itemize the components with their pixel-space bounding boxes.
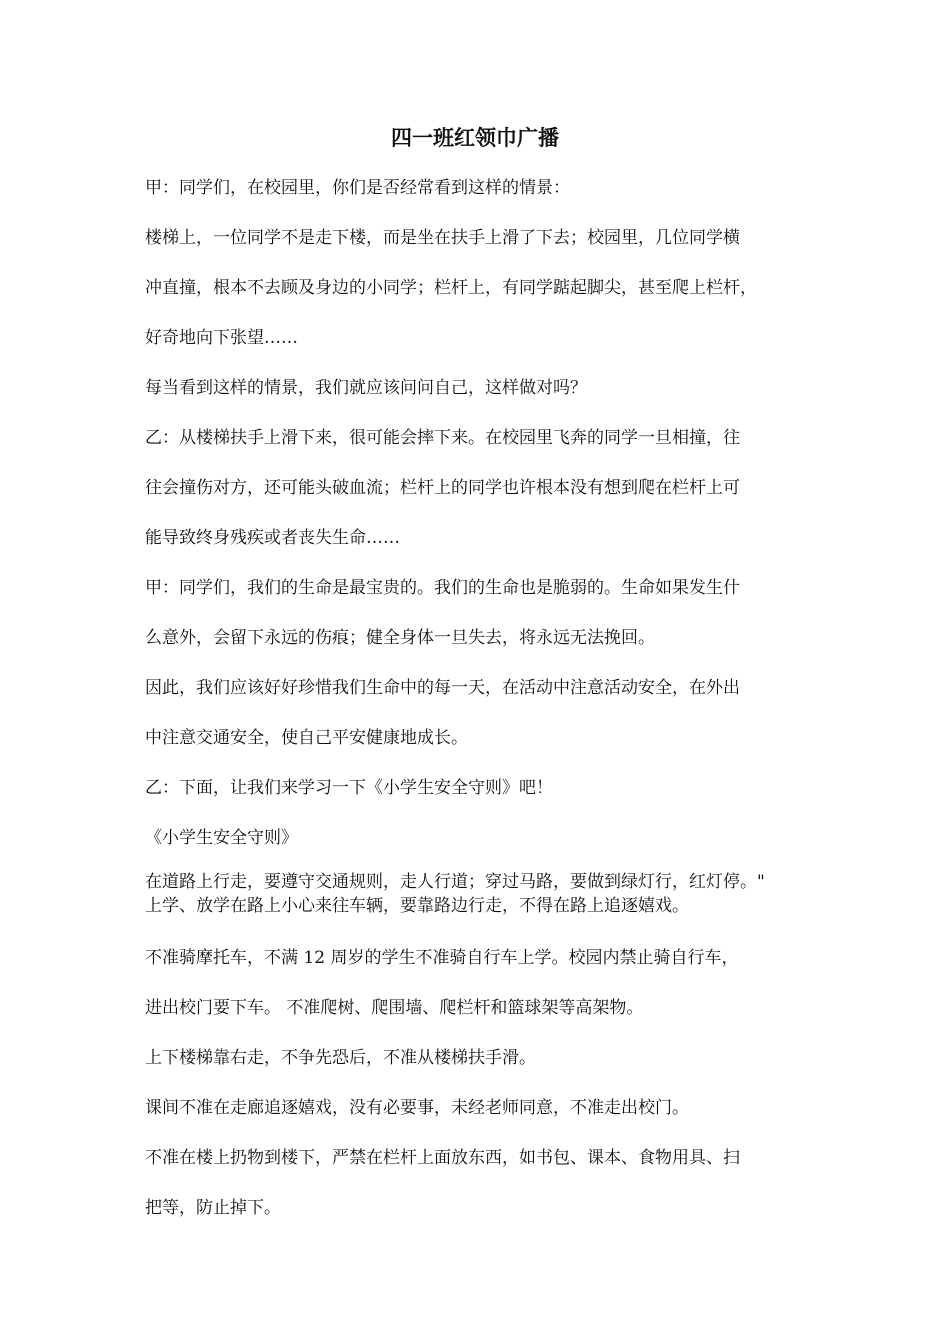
text-line: 甲：同学们，我们的生命是最宝贵的。我们的生命也是脆弱的。生命如果发生什 (145, 578, 740, 598)
paragraph-intro-question (145, 163, 815, 213)
text-line: 上下楼梯靠右走，不争先恐后，不准从楼梯扶手滑。 (145, 1048, 536, 1068)
paragraph-learn-rules (145, 763, 815, 813)
paragraph-bicycle-rules (145, 933, 815, 1033)
paragraph-life-precious (145, 563, 815, 663)
paragraph-stairs-rules (145, 1033, 815, 1083)
text-line: 么意外，会留下永远的伤痕；健全身体一旦失去，将永远无法挽回。 (145, 628, 655, 648)
text-line: 课间不准在走廊追逐嬉戏，没有必要事，未经老师同意，不准走出校门。 (145, 1098, 689, 1118)
text-line: 好奇地向下张望…… (145, 328, 298, 348)
text-line: 甲：同学们，在校园里，你们是否经常看到这样的情景： (145, 178, 570, 198)
text-line: 中注意交通安全，使自己平安健康地成长。 (145, 728, 468, 748)
text-line: 乙：下面，让我们来学习一下《小学生安全守则》吧！ (145, 778, 553, 798)
paragraph-dangers (145, 413, 815, 563)
paragraph-road-rules (145, 870, 815, 918)
text-line: 楼梯上，一位同学不是走下楼，而是坐在扶手上滑了下去；校园里，几位同学横 (145, 228, 740, 248)
paragraph-cherish (145, 663, 815, 763)
paragraph-reflection (145, 363, 815, 413)
text-line: 往会撞伤对方，还可能头破血流；栏杆上的同学也许根本没有想到爬在栏杆上可 (145, 478, 740, 498)
paragraph-scenes (145, 213, 815, 363)
text-line: 进出校门要下车。 不准爬树、爬围墙、爬栏杆和篮球架等高架物。 (145, 998, 644, 1018)
text-line: 冲直撞，根本不去顾及身边的小同学；栏杆上，有同学踮起脚尖，甚至爬上栏杆， (145, 278, 757, 298)
document-title: 四一班红领巾广播 (391, 125, 559, 150)
paragraph-corridor-rules (145, 1083, 815, 1133)
text-line: 乙：从楼梯扶手上滑下来，很可能会摔下来。在校园里飞奔的同学一旦相撞，往 (145, 428, 740, 448)
text-line: 不准骑摩托车，不满 12 周岁的学生不准骑自行车上学。校园内禁止骑自行车， (145, 948, 739, 968)
text-line: 《小学生安全守则》 (145, 828, 298, 848)
text-line: 不准在楼上扔物到楼下，严禁在栏杆上面放东西，如书包、课本、食物用具、扫 (145, 1148, 740, 1168)
text-line: 每当看到这样的情景，我们就应该问问自己，这样做对吗？ (145, 378, 587, 398)
text-line: 上学、放学在路上小心来往车辆，要靠路边行走，不得在路上追逐嬉戏。 (145, 896, 689, 916)
paragraph-throwing-rules (145, 1133, 815, 1233)
text-line: 能导致终身残疾或者丧失生命…… (145, 528, 400, 548)
text-line: 因此，我们应该好好珍惜我们生命中的每一天，在活动中注意活动安全，在外出 (145, 678, 740, 698)
text-line: 在道路上行走，要遵守交通规则，走人行道；穿过马路，要做到绿灯行，红灯停。" (145, 872, 765, 892)
text-line: 把等，防止掉下。 (145, 1198, 281, 1218)
section-heading-safety-rules (145, 813, 815, 863)
